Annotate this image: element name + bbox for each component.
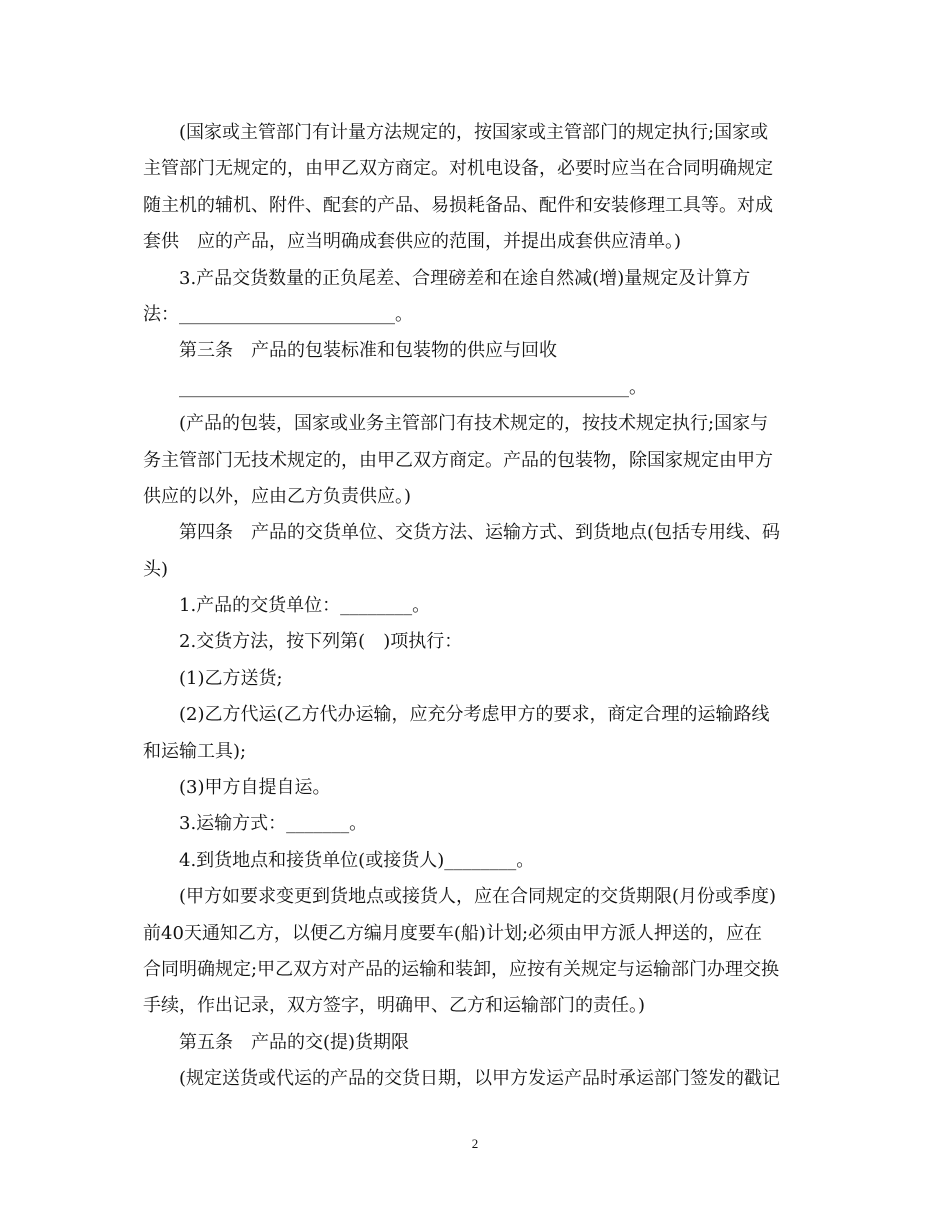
text-line: 4.到货地点和接货单位(或接货人)________。	[179, 849, 535, 871]
text-line: __________________________________________________。	[179, 376, 647, 398]
text-line: (产品的包装，国家或业务主管部门有技术规定的，按技术规定执行;国家与	[179, 413, 769, 435]
text-line: 2.交货方法，按下列第( )项执行：	[179, 631, 463, 653]
text-line: 供应的以外，应由乙方负责供应。)	[143, 485, 412, 507]
text-line: (2)乙方代运(乙方代办运输，应充分考虑甲方的要求，商定合理的运输路线	[179, 704, 770, 726]
text-line: 3.运输方式：_______。	[179, 813, 368, 835]
text-line: 第五条 产品的交(提)货期限	[179, 1031, 410, 1053]
text-line: 合同明确规定;甲乙双方对产品的运输和装卸，应按有关规定与运输部门办理交换	[143, 958, 780, 980]
text-line: 和运输工具);	[143, 740, 247, 762]
text-line: 头)	[143, 558, 169, 580]
text-line: 第三条 产品的包装标准和包装物的供应与回收	[179, 340, 557, 362]
text-line: (3)甲方自提自运。	[179, 777, 331, 799]
text-line: 务主管部门无技术规定的，由甲乙双方商定。产品的包装物，除国家规定由甲方	[143, 449, 773, 471]
text-line: 主管部门无规定的，由甲乙双方商定。对机电设备，必要时应当在合同明确规定	[143, 158, 773, 180]
text-line: 法：________________________。	[143, 303, 413, 325]
text-line: 套供 应的产品，应当明确成套供应的范围，并提出成套供应清单。)	[143, 231, 682, 253]
text-line: 3.产品交货数量的正负尾差、合理磅差和在途自然减(增)量规定及计算方	[179, 267, 751, 289]
text-line: 前40天通知乙方，以便乙方编月度要车(船)计划;必须由甲方派人押送的，应在	[143, 922, 763, 944]
text-line: (1)乙方送货;	[179, 667, 283, 689]
page-number: 2	[471, 1136, 479, 1151]
text-line: (规定送货或代运的产品的交货日期，以甲方发运产品时承运部门签发的戳记	[179, 1068, 781, 1090]
text-line: 手续，作出记录，双方签字，明确甲、乙方和运输部门的责任。)	[143, 995, 646, 1017]
text-line: 第四条 产品的交货单位、交货方法、运输方式、到货地点(包括专用线、码	[179, 522, 781, 544]
text-line: 随主机的辅机、附件、配套的产品、易损耗备品、配件和安装修理工具等。对成	[143, 194, 773, 216]
text-line: (国家或主管部门有计量方法规定的，按国家或主管部门的规定执行;国家或	[179, 122, 769, 143]
document-body	[143, 115, 815, 1098]
text-line: (甲方如要求变更到货地点或接货人，应在合同规定的交货期限(月份或季度)	[179, 886, 777, 908]
text-line: 1.产品的交货单位：________。	[179, 595, 431, 617]
